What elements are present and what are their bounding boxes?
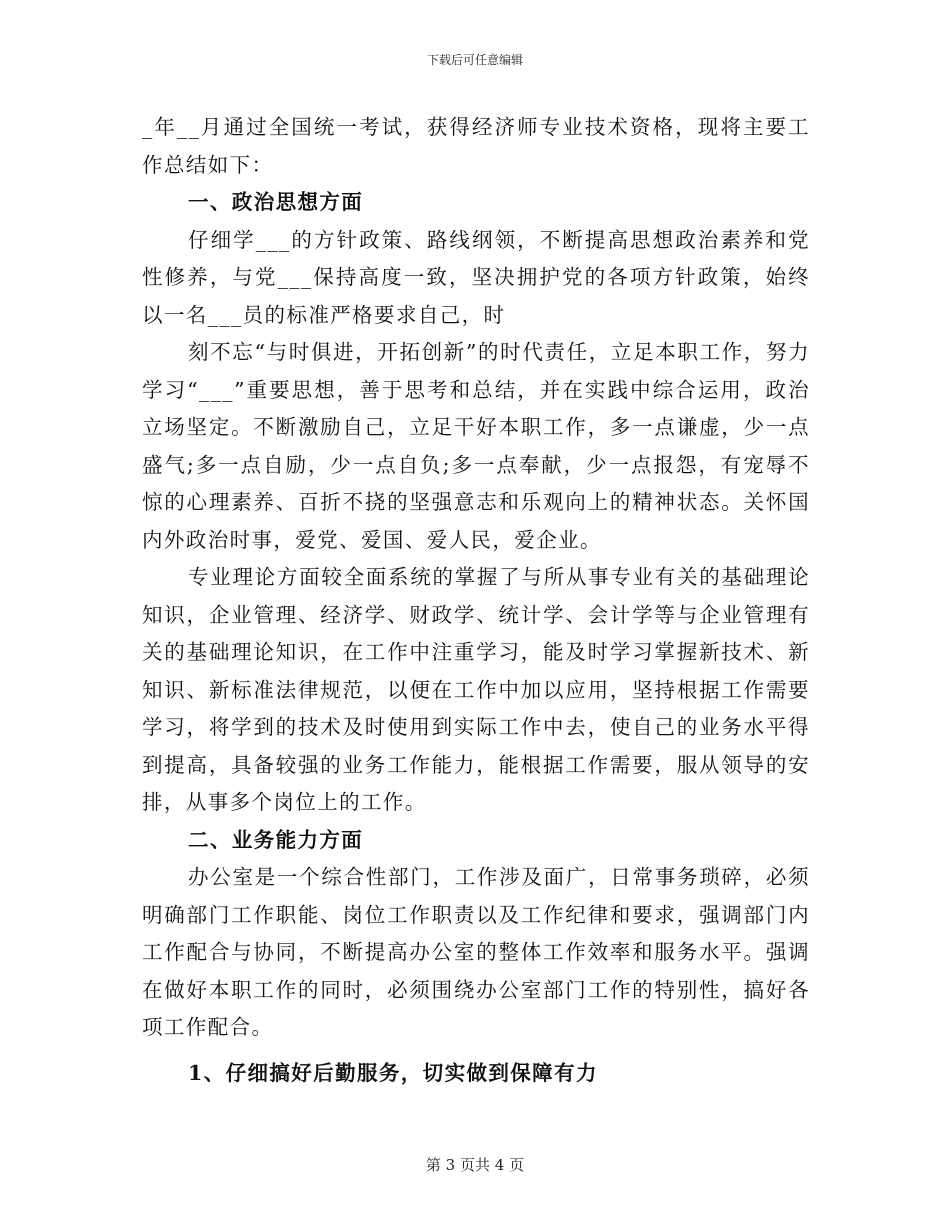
office-paragraph: 办公室是一个综合性部门，工作涉及面广，日常事务琐碎，必须明确部门工作职能、岗位工作职责以及工作纪律和要求，强调部门内工作配合与协同，不断提高办公室的整体工作效率和服务水平。强调在做好本职工作的同时，必须围绕办公室部门工作的特别性，搞好各项工作配合。: [142, 865, 810, 1039]
political-paragraph-2: 刻不忘“与时俱进，开拓创新”的时代责任，立足本职工作，努力学习“___”重要思想，善于思考和总结，并在实践中综合运用，政治立场坚定。不断激励自己，立足干好本职工作，多一点谦虚，少一点盛气;多一点自励，少一点自负;多一点奉献，少一点报怨，有宠辱不惊的心理素养、百折不挠的坚强意志和乐观向上的精神状态。关怀国内外政治时事，爱党、爱国、爱人民，爱企业。: [142, 340, 810, 552]
page-header: 下载后可任意编辑: [426, 53, 523, 67]
subsection-heading-logistics: 1、仔细搞好后勤服务，切实做到保障有力: [188, 1060, 598, 1085]
intro-paragraph: _年__月通过全国统一考试，获得经济师专业技术资格，现将主要工作总结如下：: [142, 115, 810, 177]
page-footer: 第 3 页共 4 页: [425, 1156, 525, 1174]
section-heading-political: 一、政治思想方面: [188, 190, 364, 214]
section-heading-business: 二、业务能力方面: [188, 827, 364, 852]
theory-paragraph: 专业理论方面较全面系统的掌握了与所从事专业有关的基础理论知识，企业管理、经济学、财政学、统计学、会计学等与企业管理有关的基础理论知识，在工作中注重学习，能及时学习掌握新技术、新知识、新标准法律规范，以便在工作中加以应用，坚持根据工作需要学习，将学到的技术及时使用到实际工作中去，使自己的业务水平得到提高，具备较强的业务工作能力，能根据工作需要，服从领导的安排，从事多个岗位上的工作。: [142, 565, 810, 814]
document-body: [142, 109, 810, 1092]
political-paragraph-1: 仔细学___的方针政策、路线纲领，不断提高思想政治素养和党性修养，与党___保持高度一致，坚决拥护党的各项方针政策，始终以一名___员的标准严格要求自己，时: [142, 227, 810, 327]
